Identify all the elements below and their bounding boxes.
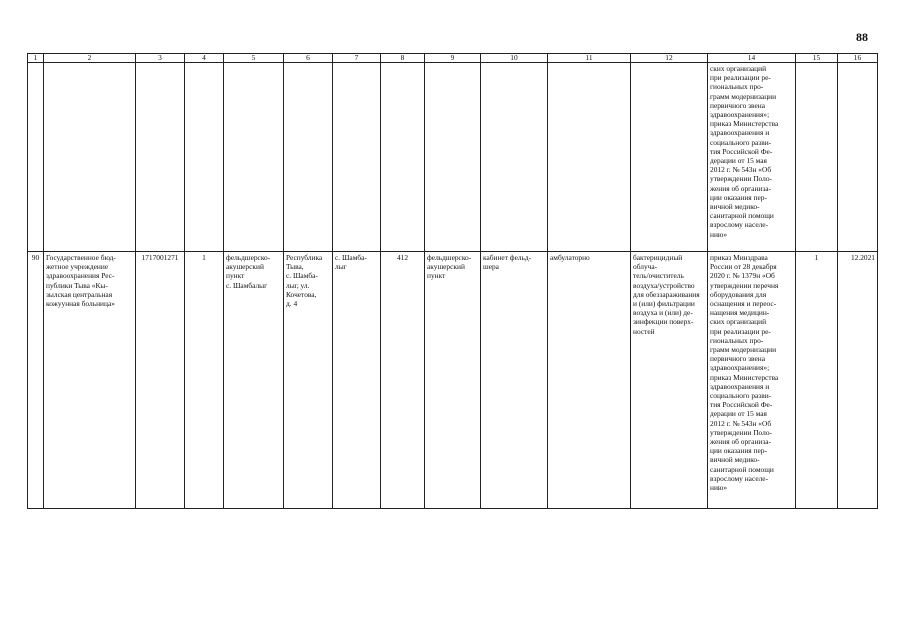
- header-cell: 6: [284, 54, 333, 63]
- unit-type: фельдшерско- акушерский пункт: [427, 253, 472, 281]
- row-number: 90: [31, 253, 40, 262]
- table-cell-empty: [224, 63, 284, 252]
- table-cell-empty: [381, 63, 425, 252]
- legal-basis-cell: [708, 63, 796, 252]
- legal-basis-text: ских организаций при реализации ре- гиональных про- грамм модернизации первичного звена здравоохранения»; приказ Министерства здравоохранения и социального разви- тия Российской Фе- дерации от 15 мая 2012 г. № 543н «Об утверждении Поло- жения об организа- ции оказания пер- вичной медико- санитарной помощи взрослому населе- нию»: [710, 64, 779, 239]
- inn-cell: [136, 252, 185, 509]
- table-cell-empty: [838, 63, 878, 252]
- header-cell: 5: [224, 54, 284, 63]
- table-cell-empty: [284, 63, 333, 252]
- organization-cell: [44, 252, 136, 509]
- facility-cell: [224, 252, 284, 509]
- quantity-cell: [796, 252, 838, 509]
- facility-name: фельдшерско- акушерский пункт с. Шамбалыг: [226, 253, 271, 290]
- header-cell: 4: [185, 54, 224, 63]
- table-row-90: [28, 252, 878, 509]
- header-cell: 9: [425, 54, 481, 63]
- col8-cell: [381, 252, 425, 509]
- table-cell-empty: [425, 63, 481, 252]
- header-cell: 7: [333, 54, 381, 63]
- header-cell: 12: [631, 54, 708, 63]
- header-cell: 3: [136, 54, 185, 63]
- room-name: кабинет фельд- шера: [483, 253, 532, 272]
- table-cell-empty: [481, 63, 548, 252]
- care-mode: амбулаторно: [550, 253, 590, 262]
- row-number-cell: [28, 252, 44, 509]
- table-row-continuation: [28, 63, 878, 252]
- equipment-name: бактерицидный облуча- тель/очиститель воздуха/устройство для обеззараживания и (или) фильтрации воздуха и (или) де- зинфекции поверх- ностей: [633, 253, 700, 336]
- date-cell: [838, 252, 878, 509]
- col4-cell: [185, 252, 224, 509]
- header-cell: 8: [381, 54, 425, 63]
- table-cell-empty: [548, 63, 631, 252]
- table-cell-empty: [333, 63, 381, 252]
- legal-basis-text: приказ Минздрава России от 28 декабря 2020 г. № 1379н «Об утверждении перечня оборудования для оснащения и переос- нащения медицин- ских организаций при реализации ре- гиональных про- грамм модернизации первичного звена здравоохранения»; приказ Министерства здравоохранения и социального разви- тия Российской Фе- дерации от 15 мая 2012 г. № 543н «Об утверждении Поло- жения об организа- ции оказания пер- вичной медико- санитарной помощи взрослому населе- нию»: [710, 253, 779, 493]
- header-cell: 1: [28, 54, 44, 63]
- inn-value: 1717001271: [141, 253, 179, 262]
- table-cell-empty: [631, 63, 708, 252]
- header-cell: 16: [838, 54, 878, 63]
- table-cell-empty: [185, 63, 224, 252]
- col8-value: 412: [396, 253, 409, 262]
- col4-value: 1: [202, 253, 206, 262]
- date-value: 12.2021: [850, 253, 875, 262]
- address-cell: [284, 252, 333, 509]
- settlement-cell: [333, 252, 381, 509]
- header-cell: 14: [708, 54, 796, 63]
- header-row: [28, 54, 878, 63]
- quantity-value: 1: [814, 253, 819, 262]
- address-text: Республика Тыва, с. Шамба- лыг, ул. Кочетова, д. 4: [286, 253, 323, 309]
- header-cell: 11: [548, 54, 631, 63]
- room-cell: [481, 252, 548, 509]
- table-cell-empty: [796, 63, 838, 252]
- header-cell: 10: [481, 54, 548, 63]
- organization-name: Государственное бюд- жетное учреждение здравоохранения Рес- публики Тыва «Кы- зылская центральная кожуунная больница»: [46, 253, 116, 309]
- equipment-table: [27, 53, 878, 509]
- header-cell: 2: [44, 54, 136, 63]
- table-cell-empty: [136, 63, 185, 252]
- table-cell-empty: [28, 63, 44, 252]
- header-cell: 15: [796, 54, 838, 63]
- legal-basis-cell: [708, 252, 796, 509]
- care-mode-cell: [548, 252, 631, 509]
- equipment-cell: [631, 252, 708, 509]
- unit-type-cell: [425, 252, 481, 509]
- settlement-name: с. Шамба- лыг: [335, 253, 367, 272]
- table-cell-empty: [44, 63, 136, 252]
- page-number: 88: [856, 30, 868, 44]
